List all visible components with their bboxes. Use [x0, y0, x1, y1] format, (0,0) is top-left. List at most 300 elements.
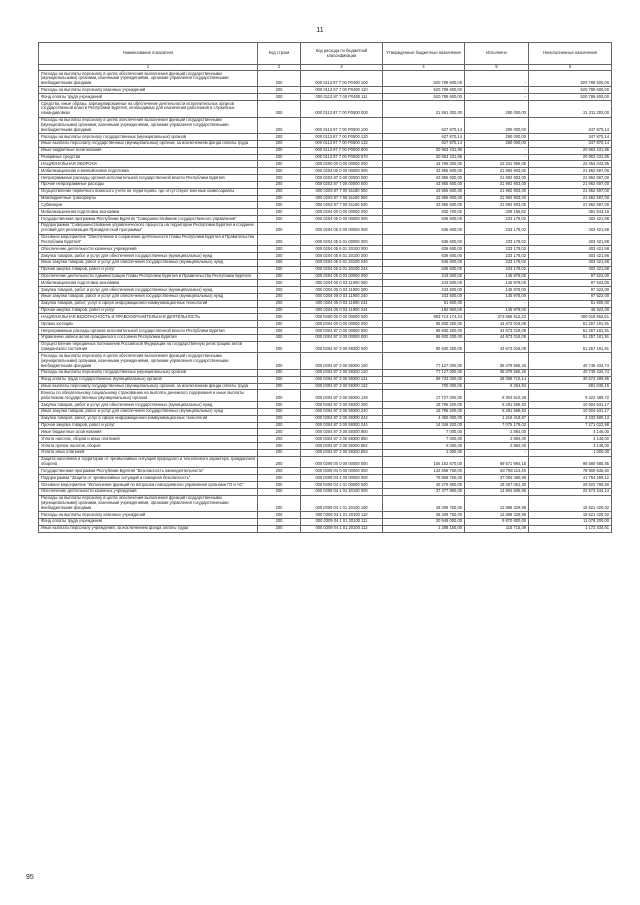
row-approved: 7 000,00 — [383, 429, 465, 436]
row-executed: 145 978,00 — [465, 307, 529, 314]
row-classification-code: 000 0204 05 0 03 11900 242 — [301, 300, 383, 307]
table-row — [39, 195, 612, 202]
row-indicator: Расходы на выплаты персоналу в целях обеспечения выполнения функций государственными (муниципальными) органами, казенными учреждениями, органами управления государственными внебюджетными фондами — [39, 353, 258, 369]
table-row — [39, 234, 612, 246]
row-line-code: 200 — [258, 222, 301, 234]
row-unexecuted: 403 421,98 — [529, 266, 612, 273]
row-executed: 2 884,00 — [465, 436, 529, 443]
row-classification-code: 000 0304 87 3 00 59300 200 — [301, 402, 383, 409]
row-line-code: 200 — [258, 253, 301, 260]
row-approved: 243 500,00 — [383, 273, 465, 280]
row-approved: 44 786 300,00 — [383, 161, 465, 168]
row-line-code: 200 — [258, 117, 301, 133]
row-classification-code: 000 0204 05 6 01 20100 240 — [301, 259, 383, 266]
row-unexecuted: 40 748 434,74 — [529, 369, 612, 376]
row-line-code: 200 — [258, 140, 301, 147]
table-row — [39, 518, 612, 525]
row-executed: 44 673 018,09 — [465, 334, 529, 341]
row-approved: 43 955 600,00 — [383, 195, 465, 202]
row-unexecuted: 51 257 181,91 — [529, 321, 612, 328]
row-classification-code: 000 0203 87 7 00 51180 530 — [301, 202, 383, 209]
row-indicator: Фонд оплаты труда государственных (муниципальных) органов — [39, 376, 258, 383]
row-executed: 12 888 329,98 — [465, 495, 529, 511]
row-unexecuted: 97 522,00 — [529, 287, 612, 294]
row-executed: 280 000,00 — [465, 117, 529, 133]
page-number: 11 — [316, 27, 324, 34]
row-line-code: 200 — [258, 147, 301, 154]
row-classification-code: 000 0113 87 7 00 Р0490 111 — [301, 94, 383, 101]
row-unexecuted: 403 421,98 — [529, 253, 612, 260]
row-line-code: 200 — [258, 495, 301, 511]
row-unexecuted: 26 822 788,60 — [529, 482, 612, 489]
row-approved: 627 870,14 — [383, 140, 465, 147]
table-row — [39, 353, 612, 369]
row-classification-code: 000 0203 87 0 00 00000 000 — [301, 175, 383, 182]
row-indicator: Иные выплаты персоналу государственных (муниципальных) органов, за исключением фонда оплаты труда — [39, 140, 258, 147]
row-line-code: 200 — [258, 259, 301, 266]
row-indicator: Фонд оплаты труда учреждений — [39, 518, 258, 525]
table-row — [39, 188, 612, 195]
row-indicator: Обеспечение деятельности Администрации Главы Республики Бурятия и Правительства Республики Бурятия — [39, 273, 258, 280]
row-approved: 43 955 600,00 — [383, 168, 465, 175]
row-approved: 18 796 200,00 — [383, 402, 465, 409]
row-unexecuted: 78 900 635,60 — [529, 468, 612, 475]
row-line-code: 200 — [258, 429, 301, 436]
row-approved: 21 591 302,00 — [383, 101, 465, 117]
row-line-code: 200 — [258, 341, 301, 353]
row-line-code: 200 — [258, 408, 301, 415]
row-indicator: Основное мероприятие "Обеспечение в сохранение деятельности Главы Республики Бурятия и Правительства Республики Бурятия" — [39, 234, 258, 246]
row-unexecuted: 3 233 580,13 — [529, 415, 612, 422]
table-row — [39, 87, 612, 94]
row-classification-code: 000 0304 00 0 00 00000 000 — [301, 321, 383, 328]
row-unexecuted: 1 000,00 — [529, 449, 612, 456]
row-unexecuted: 46 922,00 — [529, 307, 612, 314]
row-executed: 145 978,00 — [465, 280, 529, 287]
row-classification-code: 000 0304 87 3 00 59300 100 — [301, 353, 383, 369]
table-row — [39, 415, 612, 422]
table-row — [39, 300, 612, 307]
row-executed: 12 888 329,98 — [465, 512, 529, 519]
row-unexecuted: 3 146,00 — [529, 443, 612, 450]
table-row — [39, 246, 612, 253]
row-approved: 7 000,00 — [383, 436, 465, 443]
row-approved: 37 477 850,00 — [383, 488, 465, 495]
row-approved: 520 789 600,00 — [383, 94, 465, 101]
row-executed: 21 992 903,00 — [465, 188, 529, 195]
row-classification-code: 000 0309 04 1 00 00000 000 — [301, 475, 383, 482]
table-row — [39, 334, 612, 341]
row-line-code: 200 — [258, 280, 301, 287]
row-classification-code: 000 0204 05 0 03 11900 244 — [301, 307, 383, 314]
row-line-code: 200 — [258, 314, 301, 321]
row-classification-code: 000 0304 87 3 00 59300 129 — [301, 390, 383, 402]
row-unexecuted: 403 421,98 — [529, 234, 612, 246]
row-executed: 9 870 800,00 — [465, 518, 529, 525]
row-indicator: Закупка товаров, работ и услуг для обеспечения государственных (муниципальных) нужд — [39, 402, 258, 409]
table-row — [39, 402, 612, 409]
row-executed: 145 978,00 — [465, 273, 529, 280]
row-classification-code: 000 0309 04 1 01 20100 100 — [301, 495, 383, 511]
column-index: 5 — [465, 65, 529, 71]
row-indicator: Иные бюджетные ассигнования — [39, 147, 258, 154]
row-indicator: Прочая закупка товаров, работ и услуг — [39, 422, 258, 429]
row-classification-code: 000 0204 05 0 03 00000 000 — [301, 273, 383, 280]
row-classification-code: 000 0304 87 3 00 59300 122 — [301, 383, 383, 390]
row-unexecuted: 520 789 600,00 — [529, 87, 612, 94]
row-line-code: 200 — [258, 287, 301, 294]
row-unexecuted: 51 257 181,91 — [529, 334, 612, 341]
row-classification-code: 000 0113 87 7 00 Р0500 120 — [301, 134, 383, 141]
row-unexecuted: 20 963 431,86 — [529, 154, 612, 161]
row-executed: 21 992 903,00 — [465, 175, 529, 182]
table-row — [39, 512, 612, 519]
table-row — [39, 408, 612, 415]
row-classification-code: 000 0200 00 0 00 00000 000 — [301, 161, 383, 168]
row-unexecuted: 491 543,18 — [529, 209, 612, 216]
row-classification-code: 000 0203 87 7 00 51180 500 — [301, 195, 383, 202]
table-row — [39, 293, 612, 300]
row-executed: 233 178,02 — [465, 216, 529, 223]
row-executed: 14 904 605,86 — [465, 488, 529, 495]
table-row — [39, 436, 612, 443]
row-approved: 4 450 000,00 — [383, 415, 465, 422]
row-approved: 43 955 600,00 — [383, 188, 465, 195]
row-approved: 28 409 750,00 — [383, 512, 465, 519]
row-executed: 21 992 903,00 — [465, 168, 529, 175]
row-unexecuted: 21 962 697,00 — [529, 168, 612, 175]
row-approved: 95 930 200,00 — [383, 328, 465, 335]
column-index: 6 — [529, 65, 612, 71]
table-row — [39, 273, 612, 280]
row-classification-code: 000 0203 00 0 00 00000 000 — [301, 168, 383, 175]
row-classification-code: 000 0203 87 7 00 51180 000 — [301, 188, 383, 195]
row-indicator: Непрограммные расходы органов исполнительной государственной власти Республики Бурятия — [39, 328, 258, 335]
row-line-code: 200 — [258, 87, 301, 94]
row-executed: 36 378 565,26 — [465, 369, 529, 376]
row-executed: - — [465, 147, 529, 154]
row-classification-code: 000 0304 87 3 00 59300 242 — [301, 415, 383, 422]
row-unexecuted: 403 421,98 — [529, 259, 612, 266]
row-indicator: Закупка товаров, работ и услуг для обеспечения государственных (муниципальных) нужд — [39, 253, 258, 260]
row-unexecuted: 30 674 289,86 — [529, 376, 612, 383]
row-unexecuted: 403 421,98 — [529, 216, 612, 223]
row-executed: 22 331 956,05 — [465, 161, 529, 168]
row-line-code: 200 — [258, 422, 301, 429]
column-index: 3 — [301, 65, 383, 71]
row-unexecuted: 1 172 434,61 — [529, 525, 612, 532]
row-classification-code: 000 0113 87 7 00 Р0490 100 — [301, 71, 383, 87]
row-line-code: 200 — [258, 216, 301, 223]
table-row — [39, 443, 612, 450]
row-unexecuted: 9 422 489,72 — [529, 390, 612, 402]
row-unexecuted: 20 963 431,86 — [529, 147, 612, 154]
row-line-code: 200 — [258, 328, 301, 335]
footer-page-number: 95 — [26, 874, 34, 881]
row-executed: 145 978,00 — [465, 287, 529, 294]
table-row — [39, 390, 612, 402]
table-body — [39, 71, 612, 533]
column-index: 2 — [258, 65, 301, 71]
row-executed: 18 457 061,40 — [465, 482, 529, 489]
row-approved: 636 600,00 — [383, 246, 465, 253]
table-row — [39, 71, 612, 87]
row-classification-code: 000 0113 87 7 00 Р0500 122 — [301, 140, 383, 147]
row-classification-code: 000 0204 05 0 03 11900 200 — [301, 287, 383, 294]
row-classification-code: 000 0304 87 3 00 59300 850 — [301, 436, 383, 443]
row-classification-code: 000 0304 87 3 00 59300 000 — [301, 341, 383, 353]
row-approved: 636 600,00 — [383, 266, 465, 273]
row-unexecuted: 15 521 420,02 — [529, 512, 612, 519]
row-line-code: 200 — [258, 234, 301, 246]
row-indicator: Фонд оплаты труда учреждений — [39, 94, 258, 101]
row-line-code: 200 — [258, 525, 301, 532]
row-approved: 95 930 200,00 — [383, 341, 465, 353]
header-unexecuted: Неисполненные назначения — [529, 43, 612, 65]
header-classification-code: Код расхода по бюджетной классификации — [301, 43, 383, 65]
row-executed: 115 715,39 — [465, 525, 529, 532]
row-unexecuted: 347 870,14 — [529, 140, 612, 147]
row-executed: 233 178,02 — [465, 246, 529, 253]
row-approved: 142 658 750,00 — [383, 468, 465, 475]
row-line-code: 200 — [258, 353, 301, 369]
row-executed: 44 673 018,09 — [465, 321, 529, 328]
table-row — [39, 429, 612, 436]
row-approved: 636 600,00 — [383, 216, 465, 223]
row-executed: 145 978,00 — [465, 293, 529, 300]
row-unexecuted: 22 573 244,14 — [529, 488, 612, 495]
row-executed: 8 291 568,83 — [465, 402, 529, 409]
row-executed: 37 094 480,88 — [465, 475, 529, 482]
row-line-code: 200 — [258, 376, 301, 383]
row-line-code: 200 — [258, 334, 301, 341]
row-executed: 233 178,02 — [465, 266, 529, 273]
row-indicator: Иные выплаты персоналу учреждений, за исключением фонда оплаты труда — [39, 525, 258, 532]
header-indicator: Наименование показателя — [39, 43, 258, 65]
row-indicator: Межбюджетные трансферты — [39, 195, 258, 202]
row-executed: 280 000,00 — [465, 140, 529, 147]
row-classification-code: 000 0309 04 1 01 20100 112 — [301, 525, 383, 532]
column-index: 1 — [39, 65, 258, 71]
row-unexecuted: 4 146,00 — [529, 436, 612, 443]
row-indicator: Основное мероприятие "Исполнение функций по вопросам повседневного управления органами ГО и ЧС" — [39, 482, 258, 489]
row-approved: 14 346 200,00 — [383, 422, 465, 429]
row-indicator: Расходы на выплаты персоналу казенных учреждений — [39, 87, 258, 94]
table-row — [39, 140, 612, 147]
row-approved: 6 000,00 — [383, 443, 465, 450]
row-classification-code: 000 0304 87 0 00 00000 000 — [301, 328, 383, 335]
row-unexecuted: 21 962 697,00 — [529, 175, 612, 182]
row-line-code: 200 — [258, 443, 301, 450]
row-line-code: 200 — [258, 482, 301, 489]
row-classification-code: 000 0204 05 0 00 00000 000 — [301, 216, 383, 223]
row-executed: - — [465, 94, 529, 101]
table-row — [39, 134, 612, 141]
row-approved: 636 600,00 — [383, 253, 465, 260]
row-approved: 20 949 000,00 — [383, 518, 465, 525]
row-line-code: 200 — [258, 321, 301, 328]
header-line-code: Код строки — [258, 43, 301, 65]
row-indicator: Средства, иные образы, зарезервированные на обеспечение деятельности исполнительных органов государственной власти Республики Бурятия, необходимых для назначения работников в служебных командировках — [39, 101, 258, 117]
row-indicator: Уплата прочих налогов, сборов — [39, 443, 258, 450]
row-unexecuted: 21 962 697,00 — [529, 181, 612, 188]
row-classification-code: 000 0304 87 3 00 59300 244 — [301, 422, 383, 429]
table-row — [39, 168, 612, 175]
row-approved: 520 789 600,00 — [383, 87, 465, 94]
table-row — [39, 154, 612, 161]
row-executed: 28 058 710,14 — [465, 376, 529, 383]
row-executed: 1 216 419,87 — [465, 415, 529, 422]
row-executed: 339 156,82 — [465, 209, 529, 216]
table-row — [39, 161, 612, 168]
table-row — [39, 117, 612, 133]
row-approved: 627 870,14 — [383, 134, 465, 141]
row-classification-code: 000 0204 05 6 01 20100 244 — [301, 266, 383, 273]
table-row — [39, 280, 612, 287]
row-line-code: 200 — [258, 134, 301, 141]
row-classification-code: 000 0113 87 7 00 Р0500 870 — [301, 154, 383, 161]
row-indicator: Иные закупки товаров, работ и услуг для обеспечения государственных (муниципальных) нужд — [39, 293, 258, 300]
row-line-code: 200 — [258, 518, 301, 525]
table-row — [39, 101, 612, 117]
table-row — [39, 209, 612, 216]
row-classification-code: 000 0204 05 6 01 20100 200 — [301, 253, 383, 260]
row-approved: 20 963 431,86 — [383, 147, 465, 154]
row-classification-code: 000 0203 87 7 00 00000 000 — [301, 181, 383, 188]
table-row — [39, 287, 612, 294]
row-unexecuted: 97 522,00 — [529, 280, 612, 287]
row-approved: 95 830 200,00 — [383, 321, 465, 328]
row-line-code: 200 — [258, 266, 301, 273]
table-row — [39, 488, 612, 495]
row-indicator: Прочая закупка товаров, работ и услуг — [39, 266, 258, 273]
budget-execution-table — [38, 42, 612, 533]
row-indicator: Подпрограмма "Защита от чрезвычайных ситуаций и пожарная безопасность" — [39, 475, 258, 482]
table-row — [39, 181, 612, 188]
row-indicator: Защита населения и территории от чрезвычайных ситуаций природного и техногенного характера, гражданская оборона — [39, 456, 258, 468]
row-approved: 636 600,00 — [383, 259, 465, 266]
table-row — [39, 482, 612, 489]
row-indicator: Прочая закупка товаров, работ и услуг — [39, 307, 258, 314]
table-row — [39, 253, 612, 260]
row-indicator: Уплата иных платежей — [39, 449, 258, 456]
row-indicator: Иные закупки товаров, работ и услуг для обеспечения государственных (муниципальных) нужд — [39, 408, 258, 415]
row-executed: 233 178,02 — [465, 259, 529, 266]
row-unexecuted: 691 635,16 — [529, 383, 612, 390]
row-indicator: Расходы на выплаты персоналу в целях обеспечения выполнения функций государственными (муниципальными) органами, казенными учреждениями, органами управления государственными внебюджетными фондами — [39, 495, 258, 511]
row-line-code: 200 — [258, 246, 301, 253]
row-classification-code: 000 0204 05 0 03 11900 000 — [301, 280, 383, 287]
row-indicator: Расходы на выплаты персоналу в целях обеспечения выполнения функций государственными (муниципальными) органами, казенными учреждениями, органами управления государственными внебюджетными фондами — [39, 71, 258, 87]
table-row — [39, 175, 612, 182]
row-line-code: 200 — [258, 475, 301, 482]
row-line-code: 200 — [258, 195, 301, 202]
row-line-code: 200 — [258, 101, 301, 117]
row-classification-code: 000 0309 04 1 01 20100 111 — [301, 518, 383, 525]
table-row — [39, 468, 612, 475]
row-approved: 830 700,00 — [383, 209, 465, 216]
table-row — [39, 266, 612, 273]
row-approved: 95 930 200,00 — [383, 334, 465, 341]
row-approved: 1 000,00 — [383, 449, 465, 456]
row-unexecuted: 520 789 600,00 — [529, 94, 612, 101]
row-unexecuted: 520 789 600,00 — [529, 71, 612, 87]
table-row — [39, 495, 612, 511]
row-classification-code: 000 0309 04 1 01 20100 000 — [301, 488, 383, 495]
row-executed: 21 992 903,00 — [465, 181, 529, 188]
row-unexecuted: 21 962 697,00 — [529, 202, 612, 209]
row-executed: 36 378 565,26 — [465, 353, 529, 369]
row-indicator: Закупка товаров, работ, услуг в сфере информационно-коммуникационных технологий — [39, 415, 258, 422]
table-row — [39, 259, 612, 266]
row-indicator: Мобилизационная и вневойсковая подготовка — [39, 168, 258, 175]
row-unexecuted: 51 257 181,91 — [529, 341, 612, 353]
row-unexecuted: 11 078 200,00 — [529, 518, 612, 525]
row-indicator: Обеспечение деятельности казенных учреждений — [39, 246, 258, 253]
row-executed: 233 178,02 — [465, 253, 529, 260]
row-indicator: Расходы на выплаты персоналу государственных (муниципальных) органов — [39, 369, 258, 376]
row-indicator: Резервные средства — [39, 154, 258, 161]
row-indicator: Государственная программа Республики Бурятия "Безопасность жизнедеятельности" — [39, 468, 258, 475]
row-unexecuted: 347 870,14 — [529, 117, 612, 133]
row-line-code: 200 — [258, 488, 301, 495]
row-indicator: Иные выплаты персоналу государственных (муниципальных) органов, за исключением фонда оплаты труда — [39, 383, 258, 390]
row-unexecuted: 21 962 697,00 — [529, 195, 612, 202]
row-indicator: Расходы на выплаты персоналу государственных (муниципальных) органов — [39, 134, 258, 141]
column-index: 4 — [383, 65, 465, 71]
row-approved: 700 000,00 — [383, 383, 465, 390]
row-approved: 77 127 000,00 — [383, 369, 465, 376]
row-classification-code: 000 0113 87 7 00 Р0500 000 — [301, 101, 383, 117]
row-classification-code: 000 0304 87 3 00 59300 121 — [301, 376, 383, 383]
row-line-code: 200 — [258, 449, 301, 456]
row-indicator: Органы юстиции — [39, 321, 258, 328]
row-classification-code: 000 0204 00 0 00 00000 000 — [301, 209, 383, 216]
row-executed: 2 884,00 — [465, 429, 529, 436]
row-line-code: 200 — [258, 390, 301, 402]
row-approved: 636 600,00 — [383, 222, 465, 234]
row-line-code: 200 — [258, 369, 301, 376]
row-unexecuted: 40 748 434,74 — [529, 353, 612, 369]
row-indicator: Закупка товаров, работ и услуг для обеспечения государственных (муниципальных) нужд — [39, 287, 258, 294]
table-row — [39, 307, 612, 314]
row-executed: - — [465, 300, 529, 307]
row-executed: - — [465, 154, 529, 161]
row-executed: 2 884,00 — [465, 443, 529, 450]
row-approved: 28 409 750,00 — [383, 495, 465, 511]
row-approved: 20 963 431,86 — [383, 154, 465, 161]
row-line-code: 200 — [258, 383, 301, 390]
row-classification-code: 000 0304 87 3 00 59300 800 — [301, 429, 383, 436]
row-indicator: Управление записи актов гражданского состояния Республики Бурятия — [39, 334, 258, 341]
row-classification-code: 000 0204 05 6 01 00000 000 — [301, 234, 383, 246]
row-unexecuted: 22 454 343,95 — [529, 161, 612, 168]
row-executed: 233 178,02 — [465, 234, 529, 246]
row-unexecuted: 10 504 631,17 — [529, 408, 612, 415]
row-approved: 77 127 000,00 — [383, 353, 465, 369]
row-indicator: Государственная программа Республики Бурятия "Совершенствование государственного управления" — [39, 216, 258, 223]
row-executed: 21 992 903,00 — [465, 195, 529, 202]
row-unexecuted: 4 146,00 — [529, 429, 612, 436]
row-executed: - — [465, 87, 529, 94]
row-indicator: Непрограммные расходы органов исполнительной государственной власти Республики Бурятия — [39, 175, 258, 182]
row-indicator: Взносы по обязательному социальному страхованию на выплаты денежного содержания и иные выплаты работникам государственных (муниципальных) органов — [39, 390, 258, 402]
row-approved: 17 727 000,00 — [383, 390, 465, 402]
table-row — [39, 202, 612, 209]
row-line-code: 200 — [258, 293, 301, 300]
row-classification-code: 000 0309 00 0 00 00000 000 — [301, 456, 383, 468]
row-unexecuted: 97 522,00 — [529, 293, 612, 300]
